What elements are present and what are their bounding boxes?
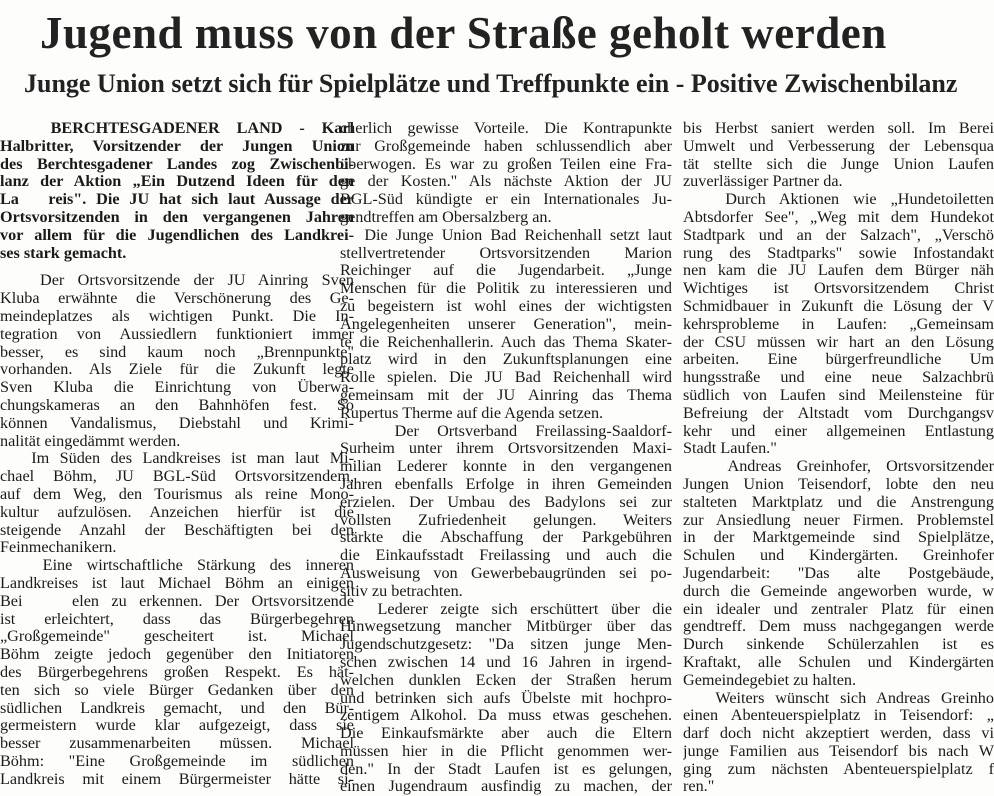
article-subheadline: Junge Union setzt sich für Spielplätze und Treffpunkte ein - Positive Zwischenbilanz [24,69,958,98]
body-text-line: gendtreffen am Obersalzberg an. [340,207,552,226]
body-text-line: stalteten Marktplatz und die Anstrengung [683,492,994,511]
body-text-line: Eine wirtschaftliche Stärkung des inneren [0,556,354,575]
article-column-2 [340,120,672,796]
body-text-line: besser, es sind kaum noch „Brennpunkte" [0,342,354,361]
body-text-line: ist erleichtert, dass das Bürgerbegehren [0,609,354,628]
body-text-line: Durch Aktionen wie „Hundetoiletten [683,190,994,209]
body-text-line: sitiv zu betrachten. [340,581,463,600]
body-text-line: Kluba erwähnte die Verschönerung des Ge- [0,289,354,308]
body-text-line: des Bürgerbegehrens großen Respekt. Es hät- [0,662,354,681]
body-text-line: ten sich so viele Bürger Gedanken über den [0,680,354,699]
body-text-line: Jahren ebenfalls Erfolge in ihren Gemeinden [340,474,672,493]
body-text-line: den." In der Stadt Laufen ist es gelungen, [340,759,672,778]
body-text-line: gemeinsam mit der JU Ainring das Thema [340,385,672,404]
body-text-line: milian Lederer konnte in den vergangenen [340,457,672,476]
body-text-line: erzielen. Der Umbau des Badylons sei zur [340,492,672,511]
body-text-line: besser zusammenarbeiten müssen. Michael [0,734,354,753]
body-text-line: südlich von Laufen sind Meilensteine für [683,385,994,404]
body-text-line: in der Marktgemeinde sind Spielplätze, [683,528,994,547]
body-text-line: Der Ortsvorsitzende der JU Ainring Sven [0,271,354,290]
body-text-line: Rolle spielen. Die JU Bad Reichenhall wird [340,368,672,387]
lead-text-line: BERCHTESGADENER LAND - Karl [0,120,354,137]
body-text-line: auf dem Weg, den Tourismus als reine Mono- [0,484,354,503]
body-text-line: gendtreff. Dem muss nachgegangen werde [683,617,994,636]
body-text-line: kehrsprobleme in Laufen: „Gemeinsam [683,314,994,333]
body-text-line: müssen hier in die Pflicht genommen wer- [340,741,672,760]
body-text-line: Reichinger auf die Jugendarbeit. „Junge [340,261,672,280]
lead-text-line: ses stark gemacht. [0,243,127,262]
body-text-line: platz wird in den Zukunftsplanungen eine [340,350,672,369]
body-text-line: BGL-Süd kündigte er ein Internationales Ju- [340,190,672,209]
body-text-line: Ausweisung von Gewerbebaugründen sei po- [340,563,672,582]
body-text-line: vorhanden. Als Ziele für die Zukunft legte [0,360,354,379]
body-text-line: die Einkaufsstadt Freilassing und auch die [340,546,672,565]
body-text-line: Durch sinkende Schülerzahlen ist es [683,635,994,654]
body-text-line: Landkreis mit einem Bürgermeister hätte si- [0,769,354,788]
body-text-line: einen Abenteuerspielplatz in Teisendorf: „ [683,706,994,725]
body-text-line: Schulen und Kindergärten. Greinhofer [683,546,994,565]
body-text-line: der CSU müssen wir hart an den Lösung [683,332,994,351]
body-text-line: Menschen für die Politik zu interessieren und [340,279,672,298]
body-text-line: ren." [683,777,715,796]
body-text-line: Weiters wünscht sich Andreas Greinho [683,688,994,707]
lead-text-line: La reis". Die JU hat sich laut Aussage der [0,190,354,209]
body-text-line: welchen dunklen Ecken der Straßen herum [340,670,672,689]
body-text-line: Rupertus Therme auf die Agenda setzen. [340,403,604,422]
body-text-line: Der Ortsverband Freilassing-Saaldorf- [340,421,672,440]
body-text-line: zur Ansiedlung neuer Firmen. Problemstel [683,510,994,529]
body-text-line: chael Böhm, JU BGL-Süd Ortsvorsitzendem, [0,467,354,486]
body-text-line: Böhm: "Eine Großgemeinde im südlichen [0,751,354,770]
body-text-line: steigende Anzahl der Beschäftigten bei den [0,520,354,539]
body-text-line: südlichen Landkreis gemacht, und den Bür- [0,698,354,717]
body-text-line: Stadt Laufen." [683,439,777,458]
body-text-line: germeistern wurde klar aufgezeigt, dass sie [0,716,354,735]
body-text-line: hungsstraße und eine neue Salzachbrü [683,368,994,387]
body-text-line: Die Junge Union Bad Reichenhall setzt laut [340,225,672,244]
body-text-line: Gemeindegebiet zu halten. [683,670,857,689]
body-text-line: junge Familien aus Teisendorf bis nach W [683,741,994,760]
body-text-line: Jungen Union Teisendorf, lobte den neu [683,474,994,493]
body-text-line: nalität eingedämmt werden. [0,431,181,450]
lead-text-line: lanz der Aktion „Ein Dutzend Ideen für den [0,172,354,191]
body-text-line: Lederer zeigte sich erschüttert über die [340,599,672,618]
body-text-line: Die Einkaufsmärkte aber auch die Eltern [340,724,672,743]
body-text-line: kehr und einer allgemeinen Entlastung [683,421,994,440]
body-text-line: Im Süden des Landkreises ist man laut Mi- [0,449,354,468]
body-text-line: einen Jugendraum ausfindig zu machen, der [340,777,672,796]
body-text-line: durch die Gemeinde angeworben wurde, w [683,581,994,600]
body-text-line: und betrinken sich aufs Übelste mit hochpro- [340,688,672,707]
body-text-line: zur Großgemeinde haben schlussendlich aber [340,136,672,155]
body-text-line: vollsten Zufriedenheit gelungen. Weiters [340,510,672,529]
body-text-line: können Vandalismus, Diebstahl und Krimi- [0,413,354,432]
article-column-1 [0,120,354,788]
body-text-line: zentigem Alkohol. Da muss etwas geschehen. [340,706,672,725]
body-text-line: ein idealer und zentraler Platz für einen [683,599,994,618]
body-text-line: arbeiten. Eine bürgerfreundliche Um [683,350,994,369]
body-text-line: nen kam die JU Laufen dem Bürger näh [683,261,994,280]
body-text-line: zuverlässiger Partner da. [683,172,843,191]
body-text-line: kultur aufzulösen. Anzeichen hierfür ist die [0,502,354,521]
body-text-line: meindeplatzes als wichtigen Punkt. Die In- [0,306,354,325]
body-text-line: tät stellte sich die Junge Union Laufen [683,154,994,173]
body-text-line: schen zwischen 14 und 16 Jahren in irgend- [340,652,672,671]
body-text-line: Sven Kluba die Einrichtung von Überwa- [0,378,354,397]
body-text-line: Kraftakt, alle Schulen und Kindergärten [683,652,994,671]
lead-text-line: Ortsvorsitzenden in den vergangenen Jahren [0,207,354,226]
body-text-line: Abtsdorfer See", „Weg mit dem Hundekot [683,207,994,226]
body-text-line: Surheim unter ihrem Ortsvorsitzenden Maxi- [340,439,672,458]
body-text-line: Umwelt und Verbesserung der Lebensqua [683,136,994,155]
body-text-line: überwogen. Es war zu großen Teilen eine Fra- [340,154,672,173]
body-text-line: Wichtiges ist Ortsvorsitzendem Christ [683,279,994,298]
body-text-line: tegration von Aussiedlern funktioniert immer [0,324,354,343]
article-column-3 [683,120,994,796]
body-text-line: Schmidbauer in Zukunft die Lösung der V [683,296,994,315]
body-text-line: Böhm zeigte jedoch gegenüber den Initiatoren [0,645,354,664]
lead-text-line: Halbritter, Vorsitzender der Jungen Union [0,136,354,155]
body-text-line: chungskameras an den Bahnhöfen fest. So [0,395,354,414]
body-text-line: ging zum nächsten Abenteuerspielplatz f [683,759,994,778]
article-headline: Jugend muss von der Straße geholt werden [40,8,887,58]
body-text-line: Jugendschutzgesetz: "Da sitzen junge Men- [340,635,672,654]
body-text-line: Befreiung der Altstadt vom Durchgangsv [683,403,994,422]
lead-text-line: des Berchtesgadener Landes zog Zwischenbi- [0,154,354,173]
lead-text-line: vor allem für die Jugendlichen des Landkrei- [0,225,354,244]
body-text-line: te die Reichenhallerin. Auch das Thema Skater- [340,332,672,351]
body-text-line: Stadtpark und an der Salzach", „Verschö [683,225,994,244]
body-text-line: ge der Kosten." Als nächste Aktion der JU [340,172,672,191]
body-text-line: „Großgemeinde" gescheitert ist. Michael [0,627,354,646]
body-text-line: bis Herbst saniert werden soll. Im Berei [683,120,994,137]
body-text-line: stärkte die Abschaffung der Parkgebühren [340,528,672,547]
body-text-line: Jugendarbeit: "Das alte Postgebäude, [683,563,994,582]
body-text-line: stellvertretender Ortsvorsitzenden Marion [340,243,672,262]
body-text-line: Bei elen zu erkennen. Der Ortsvorsitzende [0,591,354,610]
body-text-line: Feinmechanikern. [0,538,117,557]
body-text-line: Hinwegsetzung mancher Mitbürger über das [340,617,672,636]
body-text-line: Andreas Greinhofer, Ortsvorsitzender [683,457,994,476]
body-text-line: rung des Stadtparks" sowie Infostandakt [683,243,994,262]
body-text-line: Angelegenheiten unserer Generation", mein- [340,314,672,333]
body-text-line: Landkreises ist laut Michael Böhm an einigen [0,573,354,592]
body-text-line: cherlich gewisse Vorteile. Die Kontrapunkte [340,120,672,137]
body-text-line: zu begeistern ist wohl eines der wichtigsten [340,296,672,315]
body-text-line: darf doch nicht akzeptiert werden, dass vi [683,724,994,743]
